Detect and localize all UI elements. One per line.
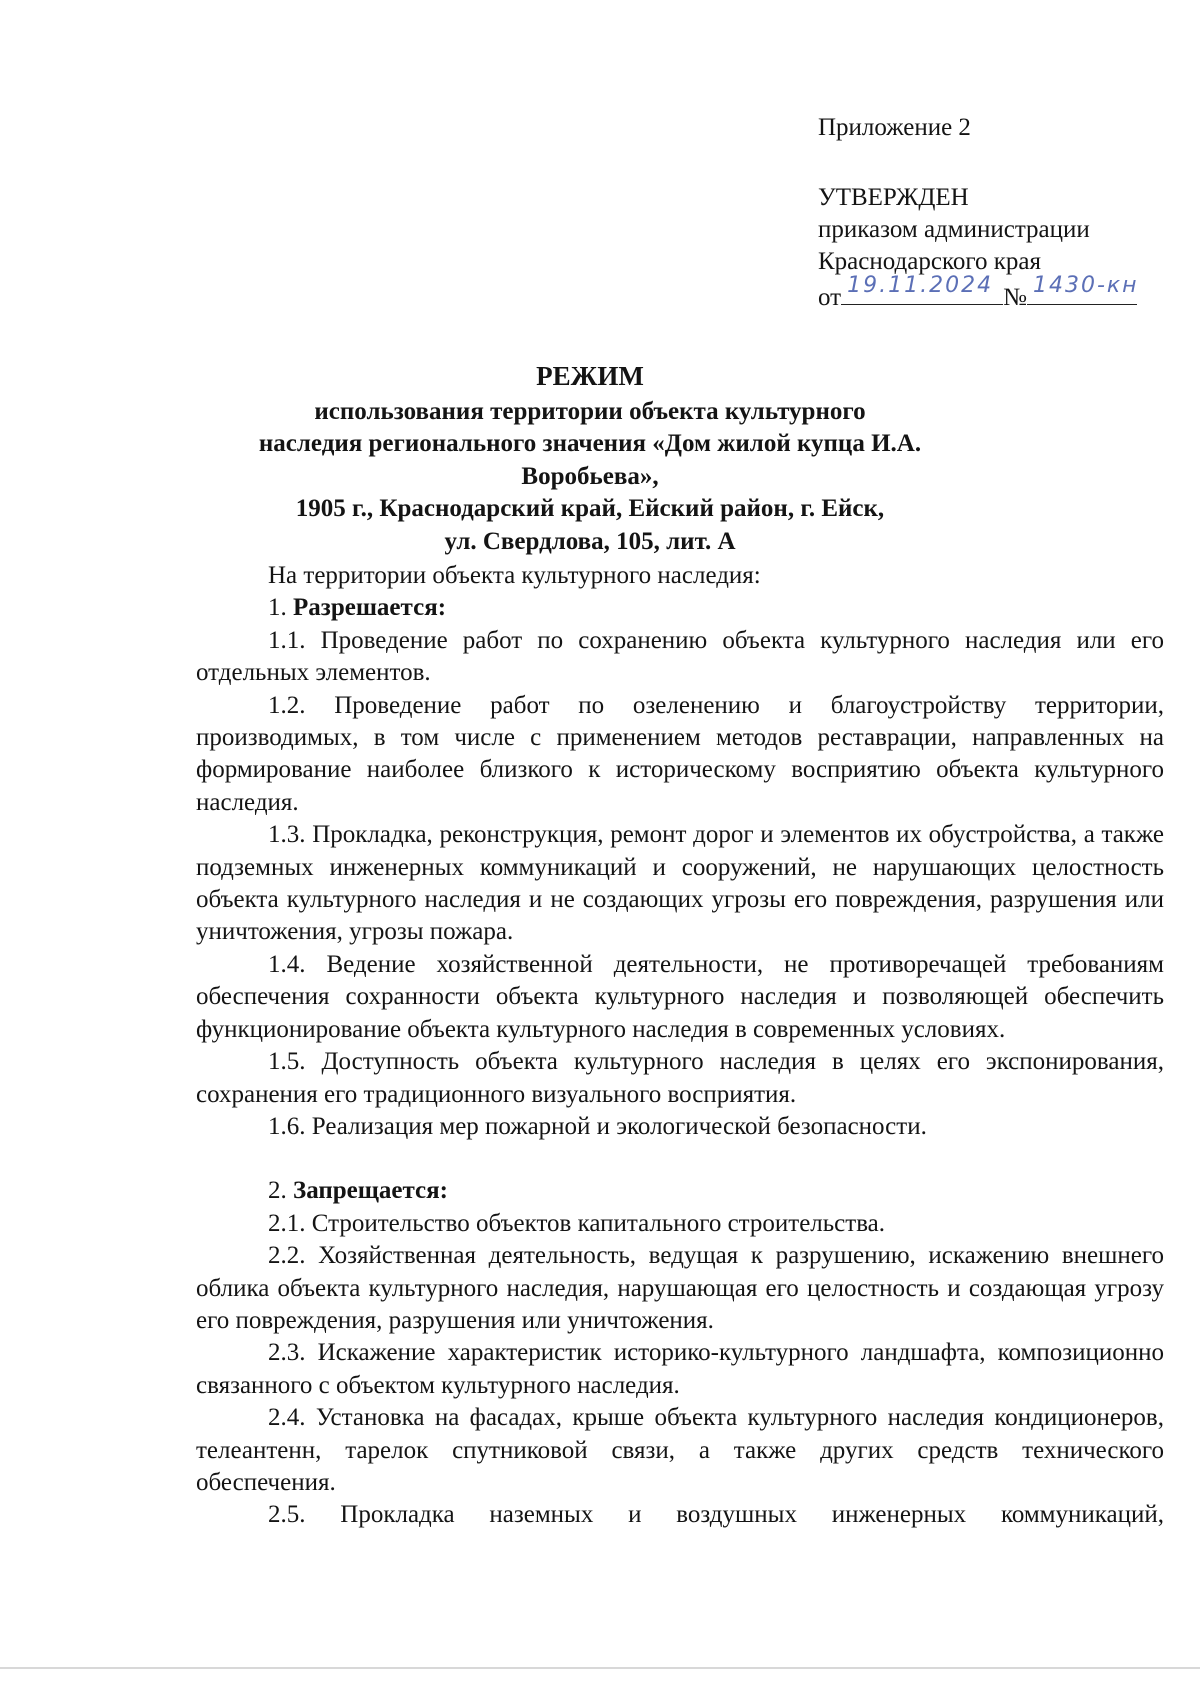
order-date-number-line	[818, 273, 1139, 314]
attachment-label: Приложение 2	[818, 114, 971, 141]
section-gap	[196, 1143, 1164, 1175]
approval-line-1: приказом администрации	[818, 216, 1090, 243]
intro-paragraph: На территории объекта культурного наследия:	[268, 562, 761, 589]
section-1-title: Разрешается:	[293, 594, 447, 622]
title-line-4: ул. Свердлова, 105, лит. А	[444, 527, 736, 555]
item-1-5: 1.5. Доступность объекта культурного наследия в целях его экспонирования, сохранения его традиционного визуального восприятия.	[196, 1048, 1164, 1108]
item-2-1: 2.1. Строительство объектов капитального строительства.	[268, 1209, 886, 1237]
item-2-2: 2.2. Хозяйственная деятельность, ведущая к разрушению, искажению внешнего облика объекта культурного наследия, нарушающая его целостность и создающая угрозу его повреждения, разрушения или уничтожения.	[196, 1242, 1164, 1334]
title-main: РЕЖИМ	[536, 361, 644, 391]
page-bottom-edge	[0, 1667, 1200, 1669]
item-1-4: 1.4. Ведение хозяйственной деятельности, не противоречащей требованиям обеспечения сохранности объекта культурного наследия и позволяющей обеспечить функционирование объекта культурного наследия в современных условиях.	[196, 950, 1164, 1043]
item-2-4: 2.4. Установка на фасадах, крыше объекта культурного наследия кондиционеров, телеантенн, тарелок спутниковой связи, а также других средств технического обеспечения.	[196, 1404, 1164, 1496]
approval-block	[818, 112, 1137, 314]
document-body	[196, 560, 1164, 1532]
date-prefix: от	[818, 284, 842, 311]
handwritten-number: 1430-кн	[1032, 273, 1139, 298]
item-1-2: 1.2. Проведение работ по озеленению и благоустройству территории, производимых, в том числе с применением методов реставрации, направленных на формирование наиболее близкого к историческому восприятию объекта культурного наследия.	[196, 691, 1164, 816]
section-2-number: 2.	[268, 1177, 293, 1205]
item-2-5: 2.5. Прокладка наземных и воздушных инженерных коммуникаций,	[268, 1501, 1164, 1529]
title-line-3: 1905 г., Краснодарский край, Ейский район, г. Ейск,	[295, 495, 885, 522]
item-2-3: 2.3. Искажение характеристик историко-культурного ландшафта, композиционно связанного с объектом культурного наследия.	[196, 1339, 1164, 1399]
order-number-field	[1027, 273, 1139, 305]
title-line-2: наследия регионального значения «Дом жилой купца И.А. Воробьева»,	[258, 430, 922, 490]
document-title	[200, 360, 980, 558]
item-1-3: 1.3. Прокладка, реконструкция, ремонт дорог и элементов их обустройства, а также подземных инженерных коммуникаций и сооружений, не нарушающих целостность объекта культурного наследия и не создающих угрозы его повреждения, разрушения или уничтожения, угрозы пожара.	[196, 821, 1164, 946]
approval-line-2: Краснодарского края	[818, 248, 1041, 275]
section-2-title: Запрещается:	[293, 1177, 449, 1205]
approved-label: УТВЕРЖДЕН	[818, 184, 969, 211]
order-date-field	[841, 273, 1003, 305]
section-1-heading	[196, 592, 1164, 624]
handwritten-date: 19.11.2024	[847, 273, 994, 298]
section-2-heading	[196, 1175, 1164, 1207]
title-line-1: использования территории объекта культурного	[314, 397, 866, 425]
item-1-6: 1.6. Реализация мер пожарной и экологической безопасности.	[268, 1112, 927, 1140]
item-1-1: 1.1. Проведение работ по сохранению объекта культурного наследия или его отдельных элементов.	[196, 626, 1164, 687]
number-prefix: №	[1003, 284, 1027, 311]
section-1-number: 1.	[268, 594, 293, 622]
